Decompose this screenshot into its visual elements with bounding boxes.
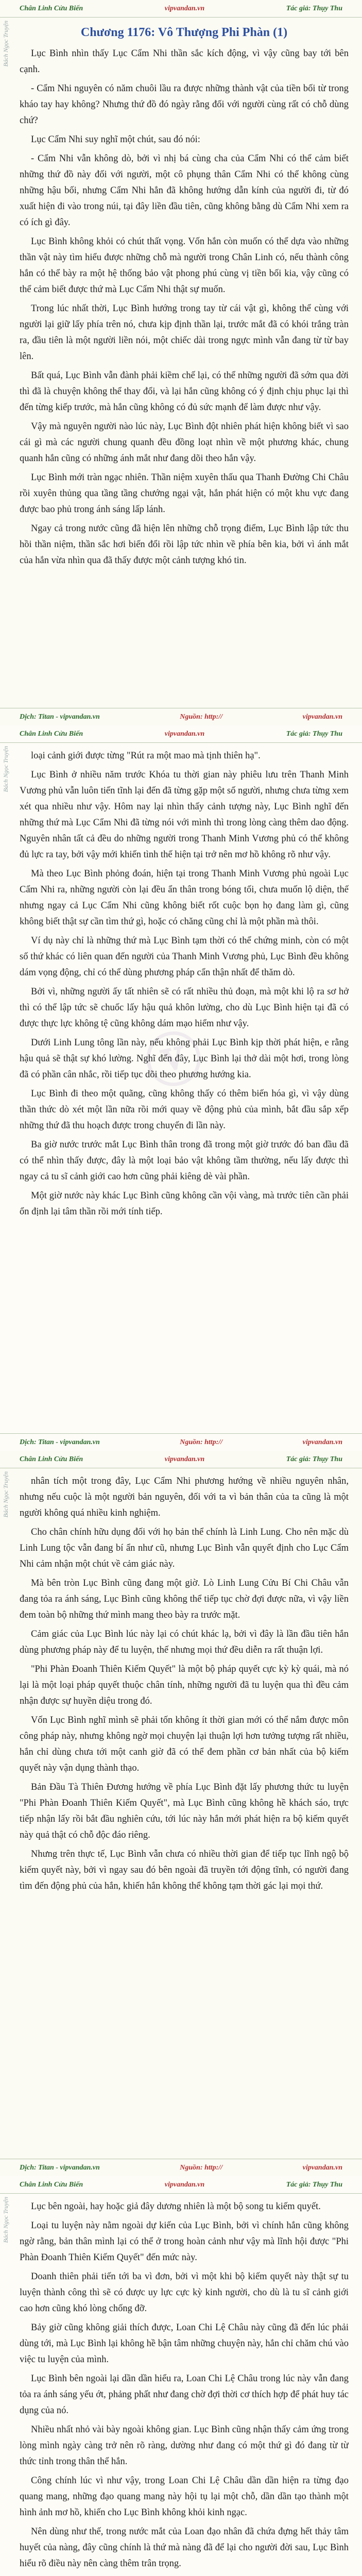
paragraph: nhân tích một trong đây, Lục Cẩm Nhi phương hướng về nhiều nguyên nhân, nhưng nếu cuộc là một người bản nguyên, đối với ta vì bản thân của ta cũng là một người không quá nhiều kinh nghiệm. bbox=[20, 1476, 349, 1518]
paragraph: Lục Bình nhìn thấy Lục Cẩm Nhi thần sắc kích động, vì vậy cũng bay tới bên cạnh. bbox=[20, 48, 349, 75]
book-page-2 bbox=[0, 725, 362, 1451]
paragraph: loại cảnh giới được từng "Rút ra một mao mà tịnh thiên hạ". bbox=[31, 751, 261, 761]
paragraph: Lục bên ngoài, hay hoặc giả đây dương nhiên là một bộ song tu kiếm quyết. bbox=[31, 2201, 321, 2212]
paragraph: Lục Bình mới tràn ngạc nhiên. Thần niệm xuyên thấu qua Thanh Đường Chi Châu rồi xuyên thủng qua tầng tầng chướng ngại vật, hắn phát hiện có một khu vực đang được bao phủ trong ánh sáng lấp lánh. bbox=[20, 472, 349, 515]
paragraph: "Phi Phàn Đoanh Thiên Kiếm Quyết" là một bộ pháp quyết cực kỳ kỳ quái, mà nó lại là một loại pháp quyết thuộc chân tính, những người đã tu luyện qua thì đều cảm nhận được sự huyền diệu trong đó. bbox=[20, 1664, 349, 1706]
footer-site[interactable]: vipvandan.vn bbox=[302, 713, 342, 721]
paragraph: Lục Bình không khỏi có chút thất vọng. Vốn hắn còn muốn có thể dựa vào những thần vật này tìm hiểu được những chỗ mà người trong Chân Linh có, nếu thành công hắn có thể bày ra một hệ thống bảo vật phong phú cùng vị tiền bối kia, vậy cũng có thể cảm biết được thứ mà Lục Cẩm Nhi thật sự muốn. bbox=[20, 236, 349, 295]
header-novel-title: Chân Linh Cửu Biến bbox=[20, 730, 83, 738]
paragraph: Nên dùng như thế, trong nước mắt của Loan đạo nhân đã chứa đựng hết thảy tâm huyết của nàng, đây cũng chính là thứ mà nàng đã để lại cho người đời sau, Lục Bình hiểu rõ điều này nên càng thêm trân trọng. bbox=[20, 2527, 349, 2569]
header-site[interactable]: vipvandan.vn bbox=[164, 730, 205, 738]
paragraph: Mà bên tròn Lục Bình cũng đang một giờ. Lò Linh Lung Cửu Bí Chi Châu vẫn đang tỏa ra ánh sáng, Lục Bình cũng không thể tiếp tục chờ đợi được nữa, vì vậy liền đem toàn bộ những thứ mình mang theo bày ra trước mặt. bbox=[20, 1578, 349, 1620]
watermark-logo-icon: ⓥ bbox=[139, 1022, 209, 1099]
paragraph: Công chính lúc vì như vậy, trong Loan Chi Lệ Châu dần dần hiện ra từng đạo quang mang, những đạo quang mang này hội tụ lại một chỗ, dần dần tạo thành một hình ảnh mơ hồ, khiến cho Lục Bình không khỏi kinh ngạc. bbox=[20, 2476, 349, 2518]
paragraph: Mà theo Lục Bình phỏng đoán, hiện tại trong Thanh Minh Vương phủ ngoài Lục Cẩm Nhi ra, những người còn lại đều ẩn thân trong bóng tối, chưa muốn lộ diện, thế nhưng ngay cả Lục Cẩm Nhi cũng không biết rốt cuộc bọn họ đang làm gì, cũng không biết thật sự cần tìm thứ gì, hoặc có chăng cũng chỉ là một phần mà thôi. bbox=[20, 869, 349, 927]
paragraph: Bản Đầu Tà Thiên Đương hướng về phía Lục Bình đặt lấy phương thức tu luyện "Phi Phàn Đoanh Thiên Kiếm Quyết", mà Lục Bình cũng không hề khách sáo, trực tiếp nhận lấy rồi bắt đầu nghiên cứu, tới lúc này hắn mới phát hiện ra bộ kiếm quyết này quả thật có chỗ độc đáo riêng. bbox=[20, 1782, 349, 1840]
header-author: Tác giả: Thụy Thu bbox=[286, 2180, 342, 2189]
paragraph: Ví dụ này chỉ là những thứ mà Lục Bình tạm thời có thể chứng minh, còn có một số thứ khác có liên quan đến người của Thanh Minh Vương phủ, Lục Bình đều không dám vọng động, chỉ có thể dùng phương pháp cẩn thận nhất để thăm dò. bbox=[20, 936, 349, 978]
header-site[interactable]: vipvandan.vn bbox=[164, 1455, 205, 1463]
footer-site[interactable]: vipvandan.vn bbox=[302, 1438, 342, 1446]
paragraph: Lục Bình ở nhiều năm trước Khóa tu thời gian này phiêu lưu trên Thanh Minh Vương phủ vẫn luôn tiến tĩnh lại đến đã từng gặp một số người, nhưng chưa từng xem xét qua nhiều như vậy. Hôm nay lại nhìn thấy cảnh tượng này, Lục Bình nghĩ đến những thứ mà Lục Cẩm Nhi đã từng nói với mình thì trong lòng càng thêm dao động. Nguyên nhân tất cả đều do những người trong Thanh Minh Vương phủ có thể không đủ lực ra tay, bởi vậy mới khiến tình thế hiện tại trở nên mơ hồ không rõ như vậy. bbox=[20, 770, 349, 860]
paragraph: - Cẩm Nhi vẫn không dò, bởi vì nhị bá cùng cha của Cẩm Nhi có thể cảm biết những thứ đồ này đối với người, một cô phụng thân Cẩm Nhi có thể không cùng những hậu bối, nhưng Cẩm Nhi hẳn đã không hướng dẫn kính của người đi, từ đó xuất hiện đi vào trong núi, tại đây liền đầu tiên, cũng không bằng dù Cẩm Nhi xem ra có ích gì đây. bbox=[20, 154, 349, 228]
side-watermark-text: Bách Ngọc Truyện bbox=[2, 2197, 9, 2243]
page-footer bbox=[0, 1433, 362, 1451]
paragraph: Cho chân chính hữu dụng đối với họ bản thể chính là Linh Lung. Cho nên mặc dù Linh Lung tộc vẫn đang bí ẩn như cũ, nhưng Lục Bình vẫn quyết định cho Lục Cẩm Nhi cảm nhận một chút về cảm giác này. bbox=[20, 1527, 349, 1569]
header-novel-title: Chân Linh Cửu Biến bbox=[20, 4, 83, 12]
paragraph: Vốn Lục Bình nghĩ mình sẽ phải tốn không ít thời gian mới có thể nắm được môn công pháp này, nhưng không ngờ mọi chuyện lại thuận lợi hơn tưởng tượng rất nhiều, hắn chỉ dùng chưa tới một canh giờ đã có thể đem phần cơ bản nhất của bộ kiếm quyết này vận dụng thành thạo. bbox=[20, 1715, 349, 1773]
paragraph: Doanh thiên phải tiến tới ba vì đơn, bởi vì một khi bộ kiếm quyết này thật sự tu luyện thành công thì sẽ có được uy lực cực kỳ kinh người, cho dù là tu sĩ cảnh giới cao hơn cũng khó lòng chống đỡ. bbox=[20, 2272, 349, 2314]
paragraph: Lục Bình đi theo một quãng, cũng không thấy có thêm biến hóa gì, vì vậy dùng thần thức dò xét một lần nữa rồi mới quay về động phủ của mình, bắt đầu sắp xếp những thứ đã thu hoạch được trong chuyến đi lần này. bbox=[20, 1089, 349, 1131]
paragraph: Ngay cả trong nước cũng đã hiện lên những chỗ trọng điểm, Lục Bình lập tức thu hồi thần niệm, thần sắc hơi biến đổi rồi lập tức nhìn về phía bên kia, bởi vì ánh mắt của hắn vừa nhìn qua đã thấy được một cảnh tượng khó tin. bbox=[20, 523, 349, 566]
footer-source[interactable]: Nguồn: http:// bbox=[180, 1438, 223, 1446]
footer-translator: Dịch: Titan - vipvandan.vn bbox=[20, 1438, 100, 1446]
paragraph: - Cẩm Nhi nguyên có năm chuôi lầu ra được những thành vật của tiền bối từ trong kháo tay hay không? Nhưng thứ đồ đó ngày rằng đối với người cùng rất có chỗ dùng chứ? bbox=[20, 83, 349, 126]
page-content bbox=[20, 748, 349, 1429]
book-page-1 bbox=[0, 0, 362, 725]
footer-site[interactable]: vipvandan.vn bbox=[302, 2163, 342, 2172]
header-site[interactable]: vipvandan.vn bbox=[164, 2180, 205, 2189]
chapter-title: Chương 1176: Vô Thượng Phi Phàn (1) bbox=[80, 26, 288, 39]
footer-translator: Dịch: Titan - vipvandan.vn bbox=[20, 713, 100, 721]
paragraph: Cảm giác của Lục Bình lúc này lại có chút khác lạ, bởi vì đây là lần đầu tiên hắn dùng phương pháp này để tu luyện, thế nhưng mọi thứ đều diễn ra rất thuận lợi. bbox=[20, 1629, 349, 1655]
paragraph: Dưới Linh Lung tông lần này, nếu không phải Lục Bình kịp thời phát hiện, e rằng hậu quả sẽ thật sự khó lường. Nghĩ đến đây, Lục Bình lại thở dài một hơi, trong lòng đã có phần cân nhắc, rồi tiếp tục dõi theo phương hướng kia. bbox=[20, 1038, 349, 1080]
header-novel-title: Chân Linh Cửu Biến bbox=[20, 2180, 83, 2189]
page-header bbox=[0, 2176, 362, 2194]
header-site[interactable]: vipvandan.vn bbox=[164, 4, 205, 12]
page-footer bbox=[0, 2159, 362, 2176]
paragraph: Vậy mà nguyên người nào lúc này, Lục Bình đột nhiên phát hiện không biết vì sao cái gì mà các người chung quanh đều đồng loạt nhìn về một phương khác, chung quanh hắn cũng có những ánh mắt như đang dõi theo hắn vậy. bbox=[20, 421, 349, 464]
paragraph: Bởi vì, những người ấy tất nhiên sẽ có rất nhiều thủ đoạn, mà một khi lộ ra sơ hở thì có thể lập tức sẽ chuốc lấy hậu quả khôn lường, cho dù Lục Bình hiện tại đã có được thực lực không tệ cũng không dám mạo hiểm như vậy. bbox=[20, 987, 349, 1029]
paragraph: Lục Cẩm Nhi suy nghĩ một chút, sau đó nói: bbox=[31, 134, 200, 145]
page-header bbox=[0, 725, 362, 743]
header-author: Tác giả: Thụy Thu bbox=[286, 4, 342, 12]
header-author: Tác giả: Thụy Thu bbox=[286, 1455, 342, 1463]
paragraph: Bất quá, Lục Bình vẫn đành phải kiềm chế lại, có thể những người đã sớm qua đời thì đã là chuyện không thể thay đổi, và lại hắn cũng không có ý định chịu phục lại thì đến từng kiếp trước, mà hắn cũng không có đủ sức mạnh để làm được như vậy. bbox=[20, 370, 349, 413]
paragraph: Nhiều nhất nhỏ vài bày ngoài không gian. Lục Bình cũng nhận thấy cảm ứng trong lòng mình ngày càng trở nên rõ ràng, dường như đang có một thứ gì đó đang từ từ thức tỉnh trong thân thể hắn. bbox=[20, 2425, 349, 2467]
side-watermark-text: Bách Ngọc Truyện bbox=[2, 21, 9, 67]
paragraph: Ba giờ nước trước mắt Lục Bình thân trong đã trong một giờ trước đó ban đầu đã có thể nhìn thấy được, đây là một loại bảo vật không tầm thường, nếu lấy được thì ngay cả tu sĩ cảnh giới cao hơn cũng phải kiêng dè vài phần. bbox=[20, 1140, 349, 1182]
footer-source[interactable]: Nguồn: http:// bbox=[180, 713, 223, 721]
book-page-4 bbox=[0, 2176, 362, 2576]
paragraph: Một giờ nước này khác Lục Bình cũng không cần vội vàng, mà trước tiên cần phải ổn định lại tâm thần rồi mới tính tiếp. bbox=[20, 1191, 349, 1217]
page-content bbox=[20, 23, 349, 704]
paragraph: Nhưng trên thực tế, Lục Bình vẫn chưa có nhiều thời gian để tiếp tục lĩnh ngộ bộ kiếm quyết này, bởi vì ngay sau đó bên ngoài đã truyền tới động tĩnh, có người đang tìm đến động phủ của hắn, khiến hắn không thể không tạm thời gác lại mọi thứ. bbox=[20, 1849, 349, 1891]
paragraph: Bảy giờ cũng không giải thích được, Loan Chi Lệ Châu này cũng đã đến lúc phải dùng tới, mà Lục Bình lại không hề bận tâm những chuyện này, hắn chỉ chăm chú vào việc tu luyện của mình. bbox=[20, 2323, 349, 2365]
paragraph: Loại tu luyện này nằm ngoài dự kiến của Lục Bình, bởi vì chính hắn cũng không ngờ rằng, bản thân mình lại có thể ở trong hoàn cảnh như vậy mà lĩnh hội được "Phi Phàn Đoanh Thiên Kiếm Quyết" đến mức này. bbox=[20, 2221, 349, 2263]
paragraph: Lục Bình bên ngoài lại dần dần hiểu ra, Loan Chi Lệ Châu trong lúc này vẫn đang tỏa ra ánh sáng yếu ớt, phảng phất như đang chờ đợi thời cơ thích hợp để phát huy tác dụng của nó. bbox=[20, 2374, 349, 2416]
page-footer bbox=[0, 708, 362, 725]
page-content bbox=[20, 2199, 349, 2576]
page-content bbox=[20, 1473, 349, 2155]
book-page-3 bbox=[0, 1451, 362, 2176]
paragraph: Trong lúc nhất thời, Lục Bình hướng trong tay từ cái vật gì, không thể cùng với người lại giữ lấy phía trên nó, chưa kịp định thần lại, trước mắt đã có khói trắng tràn ra, đầu tiên là một người liền nói, một chiếc dài trong ngực mình vẫn đang từ từ bay lên. bbox=[20, 303, 349, 362]
page-header bbox=[0, 1451, 362, 1468]
side-watermark-text: Bách Ngọc Truyện bbox=[2, 1471, 9, 1518]
footer-source[interactable]: Nguồn: http:// bbox=[180, 2163, 223, 2172]
header-novel-title: Chân Linh Cửu Biến bbox=[20, 1455, 83, 1463]
header-author: Tác giả: Thụy Thu bbox=[286, 730, 342, 738]
side-watermark-text: Bách Ngọc Truyện bbox=[2, 746, 9, 792]
footer-translator: Dịch: Titan - vipvandan.vn bbox=[20, 2163, 100, 2172]
page-header bbox=[0, 0, 362, 18]
